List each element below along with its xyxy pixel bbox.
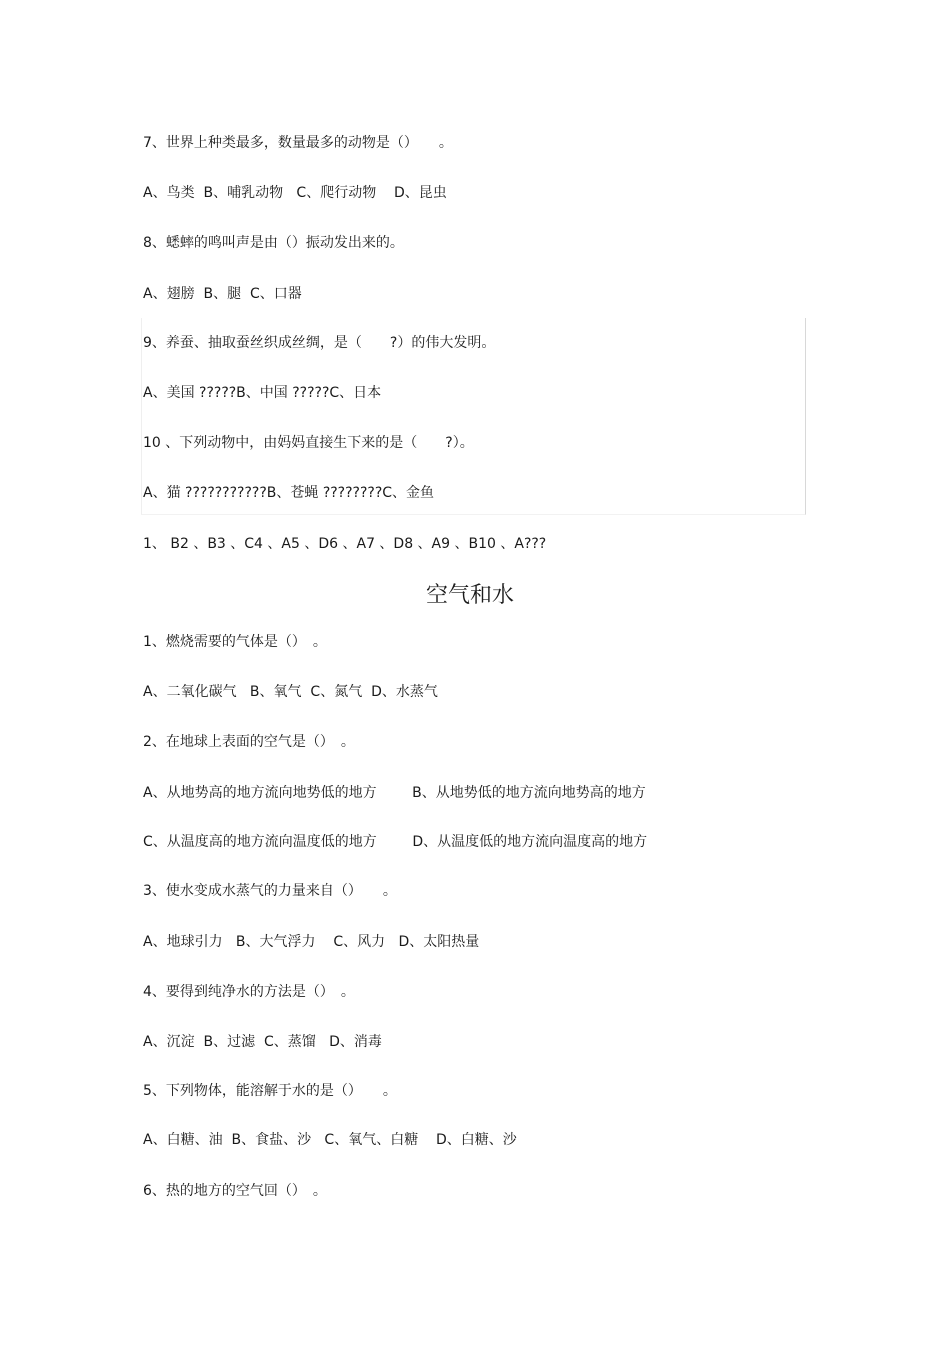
question-9: 9、养蚕、抽取蚕丝织成丝绸，是（ ?）的伟大发明。 [143,335,496,351]
question-5-options: A、白糖、油 B、食盐、沙 C、氧气、白糖 D、白糖、沙 [143,1132,517,1148]
question-2: 2、在地球上表面的空气是（） 。 [143,734,355,750]
question-2-options-ab: A、从地势高的地方流向地势低的地方 B、从地势低的地方流向地势高的地方 [143,785,646,801]
question-3: 3、使水变成水蒸气的力量来自（） 。 [143,883,397,899]
question-8-options: A、翅膀 B、腿 C、口器 [143,286,302,302]
question-4-options: A、沉淀 B、过滤 C、蒸馏 D、消毒 [143,1034,382,1050]
question-4: 4、要得到纯净水的方法是（） 。 [143,984,355,1000]
question-9-options: A、美国 ?????B、中国 ?????C、日本 [143,385,382,401]
section-title: 空气和水 [425,583,514,608]
question-5: 5、下列物体，能溶解于水的是（） 。 [143,1083,397,1099]
question-2-options-cd: C、从温度高的地方流向温度低的地方 D、从温度低的地方流向温度高的地方 [143,834,648,850]
question-6: 6、热的地方的空气回（） 。 [143,1183,327,1199]
question-10: 10 、下列动物中，由妈妈直接生下来的是（ ?）。 [143,435,474,451]
question-1-options: A、二氧化碳气 B、氧气 C、氮气 D、水蒸气 [143,684,438,700]
question-7: 7、世界上种类最多，数量最多的动物是（） 。 [143,135,453,151]
question-7-options: A、鸟类 B、哺乳动物 C、爬行动物 D、昆虫 [143,185,447,201]
question-8: 8、蟋蟀的鸣叫声是由（）振动发出来的。 [143,235,404,251]
question-1: 1、燃烧需要的气体是（） 。 [143,634,327,650]
question-3-options: A、地球引力 B、大气浮力 C、风力 D、太阳热量 [143,934,480,950]
answer-key: 1、 B2 、B3 、C4 、A5 、D6 、A7 、D8 、A9 、B10 、A??? [143,536,547,552]
question-10-options: A、猫 ???????????B、苍蝇 ????????C、金鱼 [143,485,435,501]
